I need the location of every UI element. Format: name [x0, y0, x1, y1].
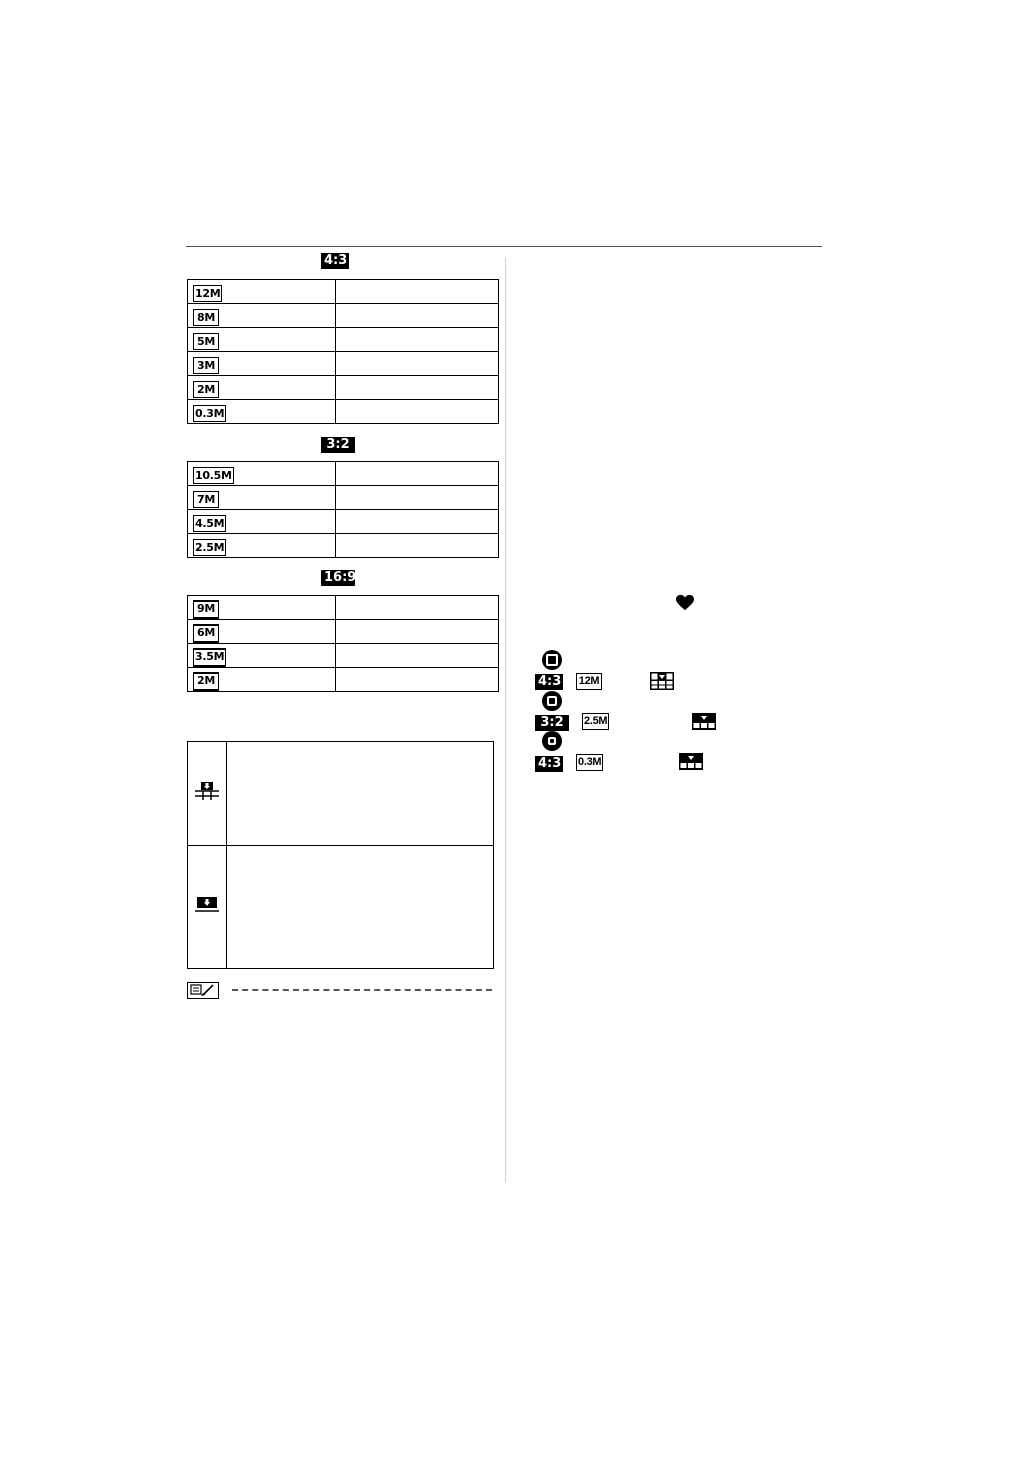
- table-row: [188, 376, 499, 400]
- table-row: [188, 742, 494, 846]
- quality-fine-icon: [195, 782, 219, 800]
- note-icon: [187, 982, 219, 999]
- picture-size-icon: 12M: [195, 286, 221, 300]
- quality-fine-icon: [650, 672, 674, 690]
- picture-size-icon: 10.5M: [195, 468, 232, 482]
- table-row: [188, 352, 499, 376]
- picture-size-icon: 0.3M: [576, 754, 603, 771]
- quality-standard-icon: [195, 897, 219, 913]
- table-row: [188, 304, 499, 328]
- table-row: [188, 400, 499, 424]
- table-row: [188, 620, 499, 644]
- step-mode-icon-small: [542, 731, 562, 751]
- size-table-3-2: [187, 461, 499, 558]
- table-row: [188, 328, 499, 352]
- column-divider: [505, 258, 506, 1182]
- picture-size-icon: 3M: [193, 357, 219, 374]
- table-row: [188, 668, 499, 692]
- picture-size-icon: 3.5M: [193, 648, 226, 667]
- table-row: [188, 462, 499, 486]
- table-row: [188, 644, 499, 668]
- table-row: [188, 280, 499, 304]
- table-row: [188, 596, 499, 620]
- note-separator: [232, 989, 492, 991]
- table-row: [188, 510, 499, 534]
- picture-size-icon: 7M: [193, 491, 219, 508]
- quality-standard-icon: [679, 753, 703, 770]
- picture-size-icon: 2M: [193, 381, 219, 398]
- quality-table: [187, 741, 494, 969]
- aspect-ratio-badge: 4:3: [535, 674, 563, 690]
- size-table-16-9: [187, 595, 499, 692]
- size-table-4-3: [187, 279, 499, 424]
- aspect-ratio-badge: 3:2: [535, 715, 569, 731]
- picture-size-icon: 6M: [193, 624, 219, 643]
- aspect-ratio-3-2-badge: 3:2: [321, 437, 355, 453]
- top-rule: [186, 246, 822, 247]
- aspect-ratio-badge: 4:3: [535, 756, 563, 772]
- picture-size-icon: 8M: [193, 309, 219, 326]
- table-row: [188, 486, 499, 510]
- step-mode-icon-medium: [542, 691, 562, 711]
- picture-size-icon: 2.5M: [195, 540, 225, 554]
- aspect-ratio-16-9-badge: 16:9: [321, 570, 355, 586]
- heart-icon: [676, 594, 694, 612]
- quality-standard-icon: [692, 713, 716, 730]
- picture-size-icon: 12M: [576, 673, 602, 690]
- picture-size-icon: 0.3M: [195, 406, 225, 420]
- picture-size-icon: 5M: [193, 333, 219, 350]
- picture-size-icon: 9M: [193, 600, 219, 619]
- aspect-ratio-4-3-badge: 4:3: [321, 253, 349, 269]
- picture-size-icon: 2.5M: [582, 713, 609, 730]
- table-row: [188, 846, 494, 969]
- step-mode-icon-large: [542, 650, 562, 670]
- table-row: [188, 534, 499, 558]
- picture-size-icon: 4.5M: [195, 516, 225, 530]
- picture-size-icon: 2M: [193, 672, 219, 691]
